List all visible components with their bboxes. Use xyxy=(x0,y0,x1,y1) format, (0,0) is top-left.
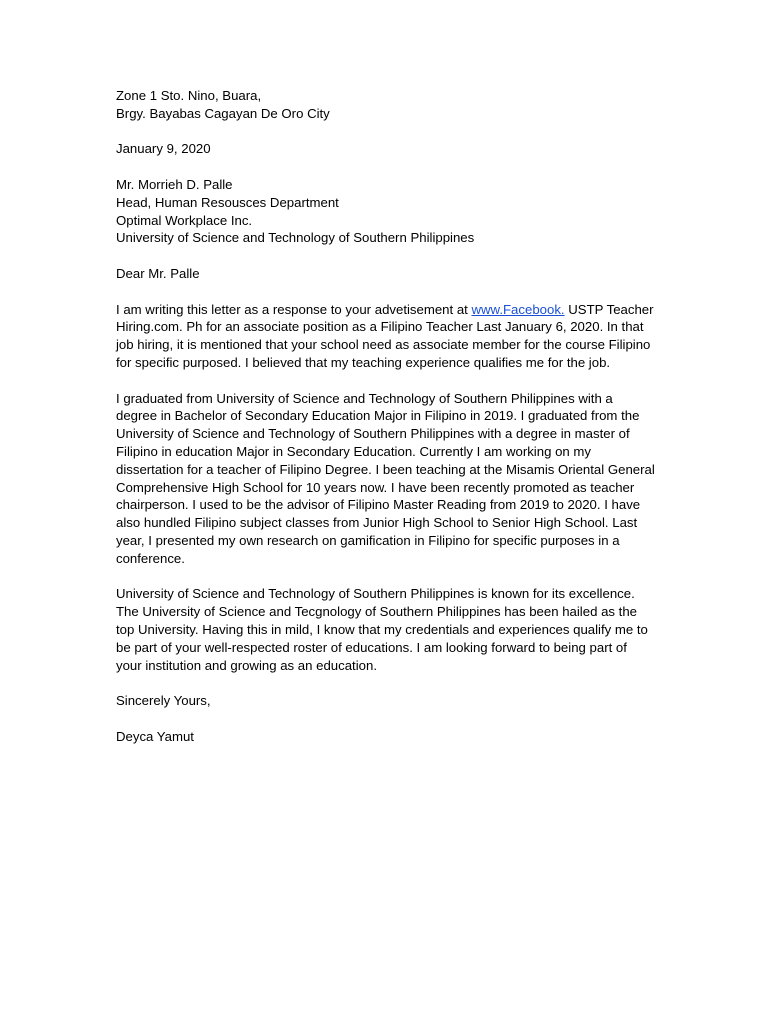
recipient-address xyxy=(116,176,656,247)
signature-name: Deyca Yamut xyxy=(116,728,194,744)
closing xyxy=(116,692,656,710)
date-text: January 9, 2020 xyxy=(116,141,211,157)
body-paragraph-1 xyxy=(116,301,656,372)
letter-page xyxy=(116,87,656,763)
sender-address-line2: Brgy. Bayabas Cagayan De Oro City xyxy=(116,105,330,121)
paragraph1-before-link: I am writing this letter as a response to your advetisement at xyxy=(116,301,472,317)
paragraph1-after-link: USTP Teacher Hiring.com. Ph for an associate position as a Filipino Teacher Last January 6, 2020. In that job hiring, it is mentioned that your school need as associate member for the course Filipino for specific purposed. I believed that my teaching experience qualifies me for the job. xyxy=(116,301,654,370)
body-paragraph-3: University of Science and Technology of Southern Philippines is known for its excellence. The University of Science and Tecgnology of Southern Philippines has been hailed as the top University. Having this in mild, I know that my credentials and experiences qualify me to be part of your well-respected roster of educations. I am looking forward to being part of your institution and growing as an education. xyxy=(116,586,648,673)
recipient-title: Head, Human Resousces Department xyxy=(116,194,339,210)
recipient-institution: University of Science and Technology of Southern Philippines xyxy=(116,230,475,246)
recipient-company: Optimal Workplace Inc. xyxy=(116,212,253,228)
salutation-text: Dear Mr. Palle xyxy=(116,265,200,281)
recipient-name: Mr. Morrieh D. Palle xyxy=(116,176,233,192)
salutation xyxy=(116,265,656,283)
body-paragraph-2: I graduated from University of Science and Technology of Southern Philippines with a degree in Bachelor of Secondary Education Major in Filipino in 2019. I graduated from the University of Science and Technology of Southern Philippines with a degree in master of Filipino in education Major in Secondary Education. Currently I am working on my dissertation for a teacher of Filipino Degree. I been teaching at the Misamis Oriental General Comprehensive High School for 10 years now. I have been recently promoted as teacher chairperson. I used to be the advisor of Filipino Master Reading from 2019 to 2020. I have also hundled Filipino subject classes from Junior High School to Senior High School. Last year, I presented my own research on gamification in Filipino for specific purposes in a conference. xyxy=(116,390,655,566)
facebook-link[interactable]: www.Facebook. xyxy=(471,301,565,317)
signature xyxy=(116,728,656,746)
sender-address-line1: Zone 1 Sto. Nino, Buara, xyxy=(116,88,262,103)
letter-date xyxy=(116,140,656,158)
sender-address xyxy=(116,87,656,123)
closing-text: Sincerely Yours, xyxy=(116,693,211,709)
